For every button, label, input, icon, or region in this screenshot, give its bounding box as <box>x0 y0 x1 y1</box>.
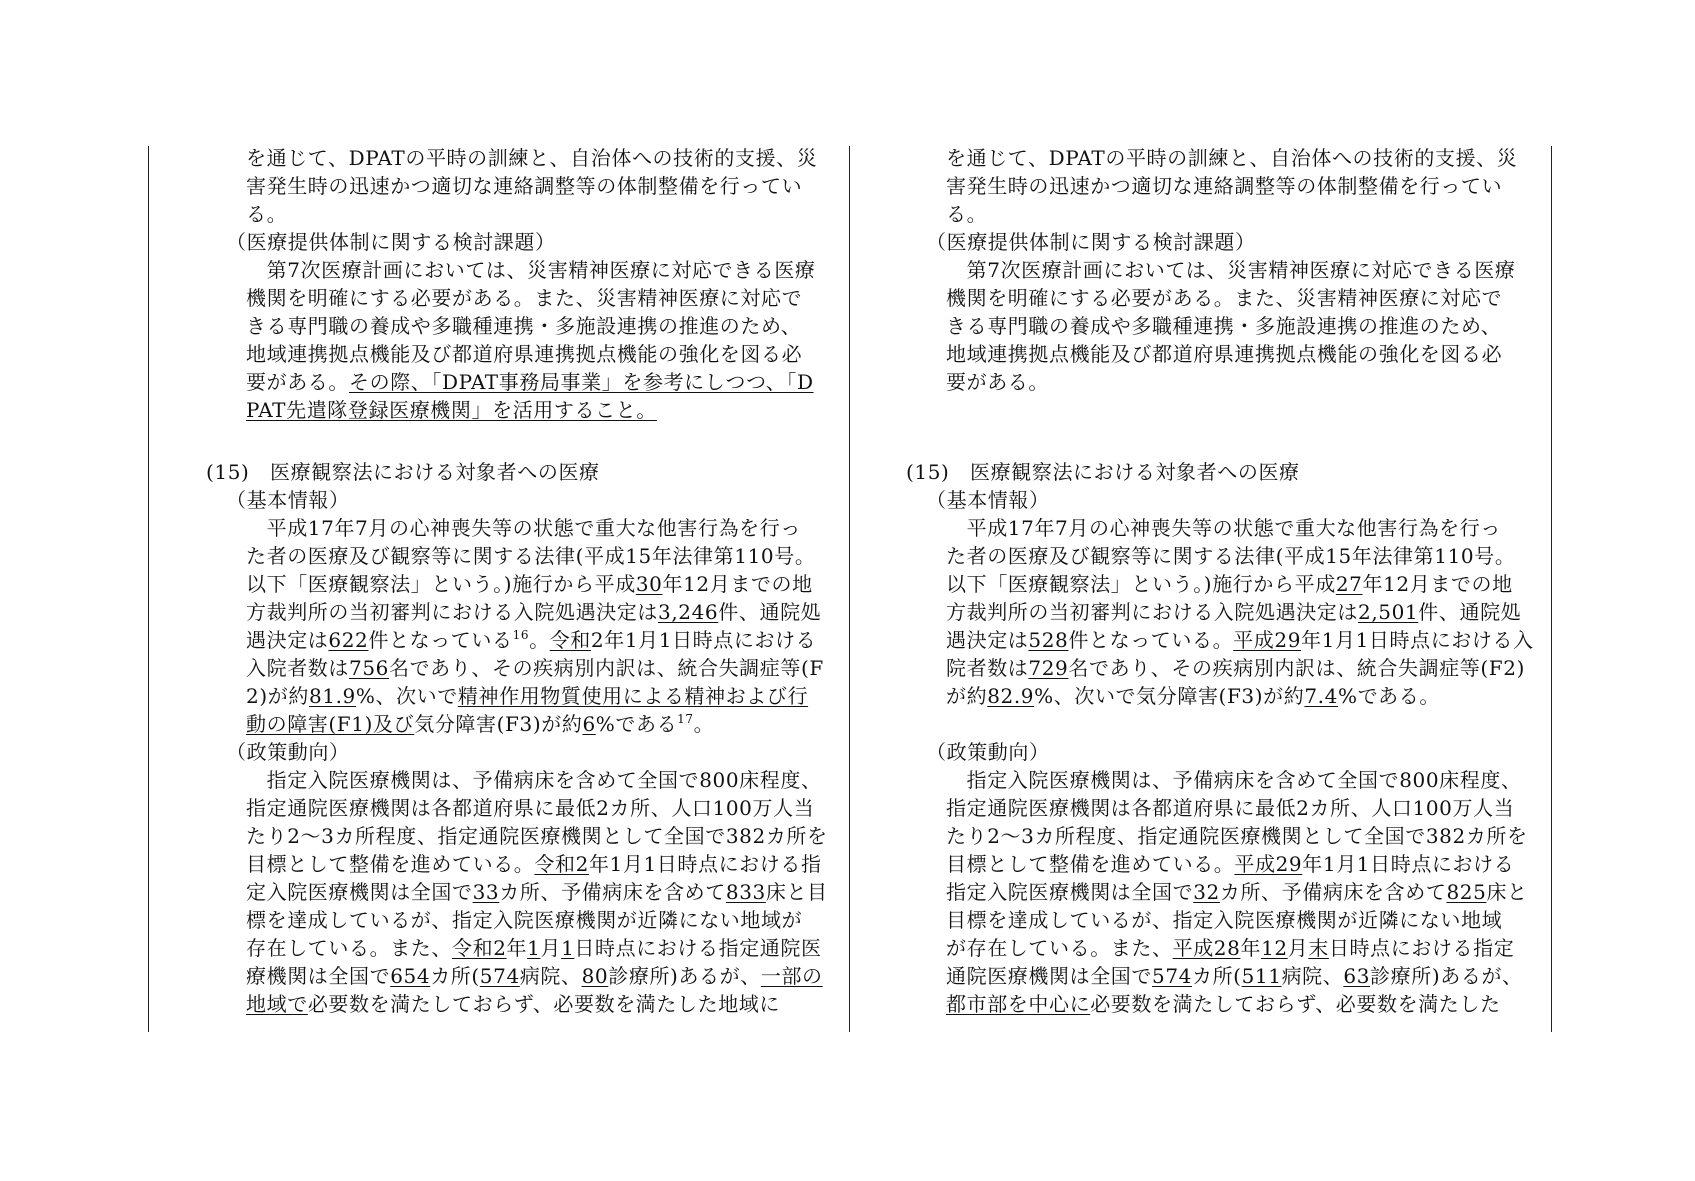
text-run: 年1月1日時点における指 <box>588 852 822 876</box>
text-line <box>246 684 808 708</box>
text-line <box>246 796 814 820</box>
text-line <box>946 370 1049 394</box>
underlined-revision: 833 <box>725 880 766 904</box>
text-run: きる専門職の養成や多職種連携・多施設連携の推進のため、 <box>946 314 1502 338</box>
text-line <box>226 230 556 254</box>
text-line <box>246 174 802 198</box>
text-run: 2)が約 <box>246 684 309 708</box>
underlined-revision: 81.9 <box>308 684 356 708</box>
text-line <box>246 572 813 596</box>
text-run: 第7次医療計画においては、災害精神医療に対応できる医療 <box>946 258 1516 282</box>
footnote-ref: 16 <box>512 628 530 642</box>
underlined-revision: 平成28 <box>1172 936 1241 960</box>
text-line <box>246 314 801 338</box>
text-line <box>946 796 1514 820</box>
underlined-revision: 528 <box>1028 628 1069 652</box>
text-line <box>946 824 1528 848</box>
text-line <box>206 460 600 484</box>
text-run: 年 <box>506 936 528 960</box>
text-line <box>946 992 1501 1016</box>
text-line <box>246 852 822 876</box>
text-run: 害発生時の迅速かつ適切な連絡調整等の体制整備を行ってい <box>946 174 1503 198</box>
text-line <box>946 768 1522 792</box>
text-run: が存在している。また、 <box>946 936 1173 960</box>
text-run: 件、通院処 <box>718 600 822 624</box>
text-line <box>946 258 1516 282</box>
underlined-revision: その際、「DPAT事務局事業」を参考にしつつ、「D <box>349 370 814 394</box>
text-run: 床と <box>1486 880 1528 904</box>
underlined-revision: 30 <box>635 572 663 596</box>
text-line <box>946 202 987 226</box>
underlined-revision: 2,501 <box>1358 600 1419 624</box>
text-line <box>946 880 1528 904</box>
text-run: 年1月1日時点における <box>1302 852 1515 876</box>
text-run: 病院、 <box>1281 964 1344 988</box>
text-run: 。 <box>693 712 715 736</box>
underlined-revision: 654 <box>390 964 431 988</box>
text-run: た者の医療及び観察等に関する法律(平成15年法律第110号。 <box>946 544 1516 568</box>
underlined-revision: 精神作用物質使用による精神および行 <box>457 684 809 708</box>
underlined-revision: 80 <box>581 964 609 988</box>
text-line <box>946 342 1502 366</box>
text-line <box>946 656 1525 680</box>
text-run: 存在している。また、 <box>246 936 452 960</box>
text-run: を通じて、DPATの平時の訓練と、自治体への技術的支援、災 <box>946 146 1518 170</box>
text-run: （医療提供体制に関する検討課題） <box>226 230 556 254</box>
text-run: たり2～3カ所程度、指定通院医療機関として全国で382カ所を <box>946 824 1528 848</box>
text-run: 目標として整備を進めている。 <box>246 852 535 876</box>
text-run: 以下「医療観察法」という。)施行から平成 <box>946 572 1336 596</box>
text-line <box>246 712 714 736</box>
text-run: %、次いで気分障害(F3)が約 <box>1034 684 1305 708</box>
text-run: 。 <box>529 628 550 652</box>
text-run: 地域連携拠点機能及び都道府県連携拠点機能の強化を図る必 <box>246 342 803 366</box>
text-run: 件となっている。 <box>1068 628 1234 652</box>
underlined-revision: 1 <box>527 936 541 960</box>
center-divider-line <box>849 146 850 1032</box>
text-run: 日時点における指定通院医 <box>574 936 822 960</box>
underlined-revision: 12 <box>1261 936 1288 960</box>
underlined-revision: 825 <box>1446 880 1487 904</box>
text-line <box>246 768 822 792</box>
text-run: 遇決定は <box>946 628 1029 652</box>
text-run: 件、通院処 <box>1418 600 1522 624</box>
underlined-revision: 729 <box>1028 656 1069 680</box>
text-run: %である。 <box>1337 684 1440 708</box>
text-run: 院者数は <box>946 656 1029 680</box>
underlined-revision: 32 <box>1193 880 1220 904</box>
text-line <box>246 656 824 680</box>
text-run: 以下「医療観察法」という。)施行から平成 <box>246 572 636 596</box>
text-line <box>946 544 1515 568</box>
text-line <box>246 370 814 394</box>
text-run: 平成17年7月の心神喪失等の状態で重大な他害行為を行っ <box>946 516 1501 540</box>
text-run: たり2～3カ所程度、指定通院医療機関として全国で382カ所を <box>246 824 828 848</box>
text-line <box>946 964 1523 988</box>
text-run: 要がある。 <box>946 370 1049 394</box>
text-run: 年12月までの地 <box>1362 572 1513 596</box>
text-run: 通院医療機関は全国で <box>946 964 1152 988</box>
underlined-revision: 82.9 <box>987 684 1035 708</box>
text-line <box>946 936 1514 960</box>
text-run: 指定入院医療機関は全国で <box>946 880 1194 904</box>
text-line <box>246 286 802 310</box>
text-run: 診療所)あるが、 <box>1370 964 1523 988</box>
text-line <box>906 460 1300 484</box>
text-line <box>246 936 822 960</box>
underlined-revision: 511 <box>1241 964 1282 988</box>
text-run: 機関を明確にする必要がある。また、災害精神医療に対応で <box>246 286 803 310</box>
underlined-revision: 622 <box>328 628 369 652</box>
underlined-revision: 令和2 <box>534 852 589 876</box>
text-run: が約 <box>946 684 988 708</box>
text-line <box>246 600 821 624</box>
left-border-line <box>148 146 149 1032</box>
text-line <box>926 488 1050 512</box>
text-run: %、次いで <box>355 684 458 708</box>
text-run: (15) 医療観察法における対象者への医療 <box>206 460 600 484</box>
text-run: （基本情報） <box>226 488 350 512</box>
text-run: 件となっている <box>368 628 513 652</box>
text-line <box>226 740 350 764</box>
text-line <box>246 880 828 904</box>
text-run: (15) 医療観察法における対象者への医療 <box>906 460 1300 484</box>
text-run: 方裁判所の当初審判における入院処遇決定は <box>246 600 658 624</box>
text-line <box>926 740 1050 764</box>
text-run: 地域連携拠点機能及び都道府県連携拠点機能の強化を図る必 <box>946 342 1503 366</box>
text-run: （政策動向） <box>226 740 350 764</box>
text-run: 方裁判所の当初審判における入院処遇決定は <box>946 600 1358 624</box>
text-run: カ所( <box>1191 964 1242 988</box>
text-run: 気分障害(F3)が約 <box>414 712 583 736</box>
text-line <box>246 516 801 540</box>
text-line <box>946 286 1502 310</box>
text-run: を通じて、DPATの平時の訓練と、自治体への技術的支援、災 <box>246 146 818 170</box>
text-line <box>946 516 1501 540</box>
underlined-revision: 63 <box>1343 964 1371 988</box>
text-run: 定入院医療機関は全国で <box>246 880 473 904</box>
text-run: 機関を明確にする必要がある。また、災害精神医療に対応で <box>946 286 1503 310</box>
text-run: た者の医療及び観察等に関する法律(平成15年法律第110号。 <box>246 544 816 568</box>
text-run: 指定入院医療機関は、予備病床を含めて全国で800床程度、 <box>246 768 822 792</box>
text-line <box>946 852 1514 876</box>
text-run: カ所、予備病床を含めて <box>1219 880 1447 904</box>
text-line <box>246 342 802 366</box>
text-line <box>246 398 657 422</box>
text-line <box>946 314 1501 338</box>
text-run: きる専門職の養成や多職種連携・多施設連携の推進のため、 <box>246 314 802 338</box>
underlined-revision: 地域で <box>246 992 308 1016</box>
text-line <box>246 964 823 988</box>
text-run: 年 <box>1240 936 1262 960</box>
underlined-revision: 平成29 <box>1234 852 1303 876</box>
underlined-revision: 27 <box>1335 572 1363 596</box>
underlined-revision: 574 <box>1152 964 1192 988</box>
text-line <box>246 992 780 1016</box>
underlined-revision: 動の障害(F1)及び <box>246 712 415 736</box>
text-run: 2年1月1日時点における <box>590 628 817 652</box>
underlined-revision: 令和 <box>549 628 591 652</box>
text-run: 名であり、その疾病別内訳は、統合失調症等(F <box>388 656 824 680</box>
text-run: 目標として整備を進めている。 <box>946 852 1235 876</box>
text-run: 指定入院医療機関は、予備病床を含めて全国で800床程度、 <box>946 768 1522 792</box>
underlined-revision: 574 <box>479 964 520 988</box>
text-line <box>246 202 287 226</box>
text-run: 年1月1日時点における入 <box>1301 628 1534 652</box>
text-run: 第7次医療計画においては、災害精神医療に対応できる医療 <box>246 258 816 282</box>
text-run: （基本情報） <box>926 488 1050 512</box>
text-run: 必要数を満たしておらず、必要数を満たした <box>1090 992 1501 1016</box>
text-line <box>926 230 1256 254</box>
underlined-revision: 令和2 <box>452 936 507 960</box>
underlined-revision: 末 <box>1308 936 1329 960</box>
text-run: る。 <box>946 202 988 226</box>
text-run: 入院者数は <box>246 656 349 680</box>
text-line <box>946 174 1502 198</box>
text-run: 害発生時の迅速かつ適切な連絡調整等の体制整備を行ってい <box>246 174 803 198</box>
text-run: 目標を達成しているが、指定入院医療機関が近隣にない地域 <box>946 908 1503 932</box>
text-run: 遇決定は <box>246 628 329 652</box>
text-line <box>246 908 802 932</box>
underlined-revision: 都市部を中心に <box>946 992 1091 1016</box>
text-run: 療機関は全国で <box>246 964 391 988</box>
text-line <box>946 600 1521 624</box>
text-run: （医療提供体制に関する検討課題） <box>926 230 1256 254</box>
text-run: る。 <box>246 202 288 226</box>
text-line <box>946 146 1517 170</box>
text-run: 指定通院医療機関は各都道府県に最低2カ所、人口100万人当 <box>946 796 1515 820</box>
underlined-revision: 6 <box>582 712 596 736</box>
text-line <box>246 146 817 170</box>
text-run: 要がある。 <box>246 370 349 394</box>
text-run: 月 <box>1287 936 1309 960</box>
text-line <box>246 824 828 848</box>
underlined-revision: 7.4 <box>1304 684 1338 708</box>
footnote-ref: 17 <box>677 712 694 726</box>
text-line <box>226 488 350 512</box>
right-border-line <box>1551 146 1552 1032</box>
underlined-revision: 1 <box>561 936 575 960</box>
text-line <box>946 628 1534 652</box>
underlined-revision: 平成29 <box>1233 628 1302 652</box>
text-run: カ所( <box>430 964 480 988</box>
underlined-revision: 756 <box>349 656 389 680</box>
underlined-revision: PAT先遣隊登録医療機関」を活用すること。 <box>246 398 657 422</box>
text-run: 平成17年7月の心神喪失等の状態で重大な他害行為を行っ <box>246 516 801 540</box>
text-run: カ所、予備病床を含めて <box>499 880 726 904</box>
text-run: %である <box>595 712 678 736</box>
text-line <box>946 684 1440 708</box>
text-run: 診療所)あるが、 <box>608 964 761 988</box>
text-run: 指定通院医療機関は各都道府県に最低2カ所、人口100万人当 <box>246 796 815 820</box>
text-line <box>246 258 816 282</box>
underlined-revision: 一部の <box>760 964 823 988</box>
text-run: 病院、 <box>519 964 582 988</box>
underlined-revision: 3,246 <box>658 600 719 624</box>
text-line <box>246 544 815 568</box>
text-line <box>946 572 1513 596</box>
text-run: 名であり、その疾病別内訳は、統合失調症等(F2) <box>1068 656 1525 680</box>
text-run: 必要数を満たしておらず、必要数を満たした地域に <box>307 992 781 1016</box>
text-run: 日時点における指定 <box>1328 936 1515 960</box>
text-run: 床と目 <box>765 880 828 904</box>
text-run: 標を達成しているが、指定入院医療機関が近隣にない地域が <box>246 908 803 932</box>
text-run: 月 <box>540 936 562 960</box>
underlined-revision: 33 <box>472 880 500 904</box>
text-line <box>946 908 1502 932</box>
text-run: （政策動向） <box>926 740 1050 764</box>
text-line <box>246 628 816 652</box>
text-run: 年12月までの地 <box>662 572 813 596</box>
